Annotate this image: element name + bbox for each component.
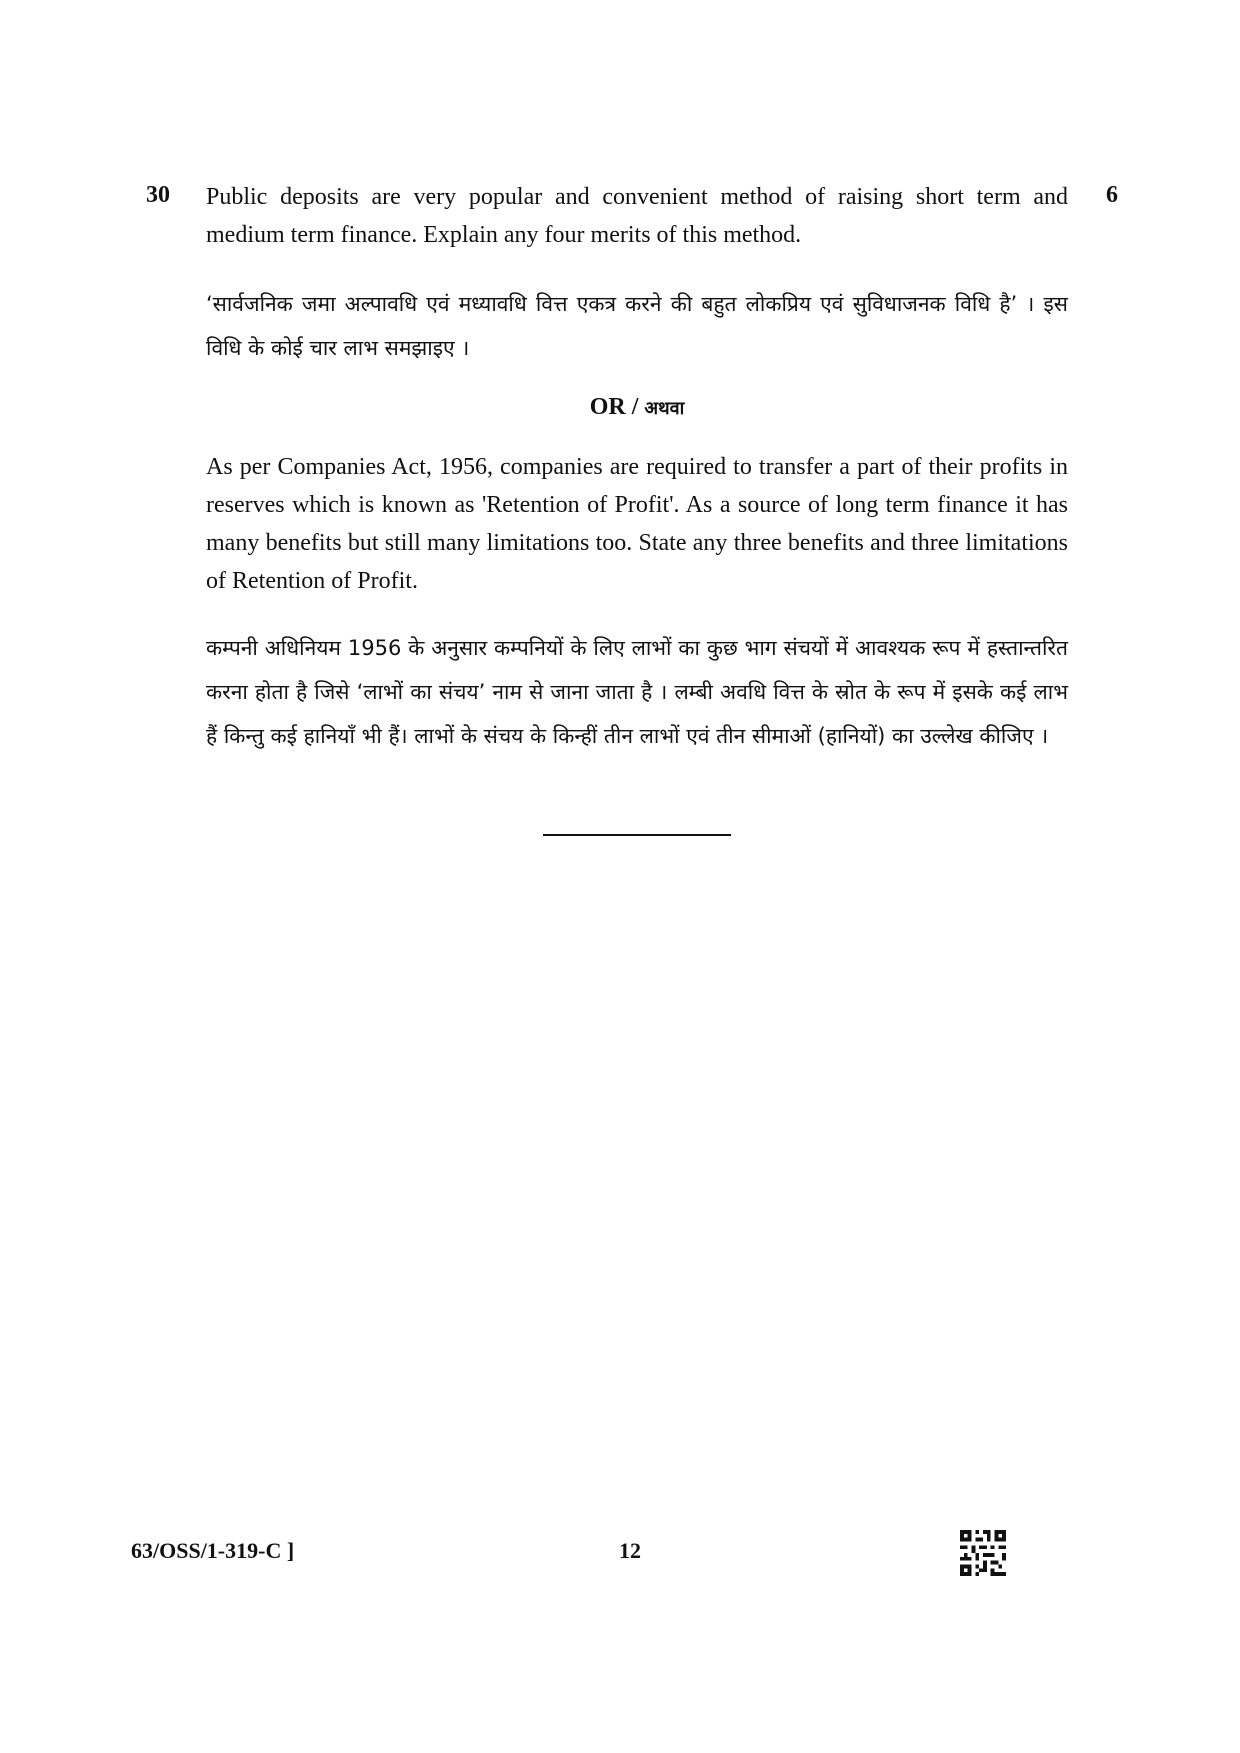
qr-code-icon — [960, 1530, 1006, 1576]
or-separator — [206, 390, 1068, 426]
or-label-english: OR / — [589, 394, 639, 420]
alternative-text-hindi: कम्पनी अधिनियम 1956 के अनुसार कम्पनियों के लिए लाभों का कुछ भाग संचयों में आवश्यक रूप में हस्तान्तरित करना होता है जिसे ‘लाभों का संचय’ नाम से जाना जाता है । लम्बी अवधि वित्त के स्रोत के रूप में इसके कई लाभ हैं किन्तु कई हानियाँ भी हैं। लाभों के संचय के किन्हीं तीन लाभों एवं तीन सीमाओं (हानियों) का उल्लेख कीजिए । — [206, 636, 1068, 748]
question-body — [206, 178, 1068, 758]
alternative-text-english: As per Companies Act, 1956, companies are required to transfer a part of their profits in reserves which is known as 'Retention of Profit'. As a source of long term finance it has many benefits but still many limitations too. State any three benefits and three limitations of Retention of Profit. — [206, 454, 1068, 594]
question-text-hindi: ‘सार्वजनिक जमा अल्पावधि एवं मध्यावधि वित्त एकत्र करने की बहुत लोकप्रिय एवं सुविधाजनक विधि है’ । इस विधि के कोई चार लाभ समझाइए । — [206, 292, 1068, 360]
end-rule — [543, 834, 731, 836]
paper-code: 63/OSS/1-319-C ] — [131, 1538, 295, 1563]
question-number: 30 — [146, 182, 170, 208]
or-label-hindi: अथवा — [644, 398, 685, 419]
question-text-english: Public deposits are very popular and convenient method of raising short term and medium term finance. Explain any four merits of this method. — [206, 184, 1068, 248]
page-number: 12 — [619, 1538, 641, 1563]
question-marks: 6 — [1106, 182, 1118, 208]
